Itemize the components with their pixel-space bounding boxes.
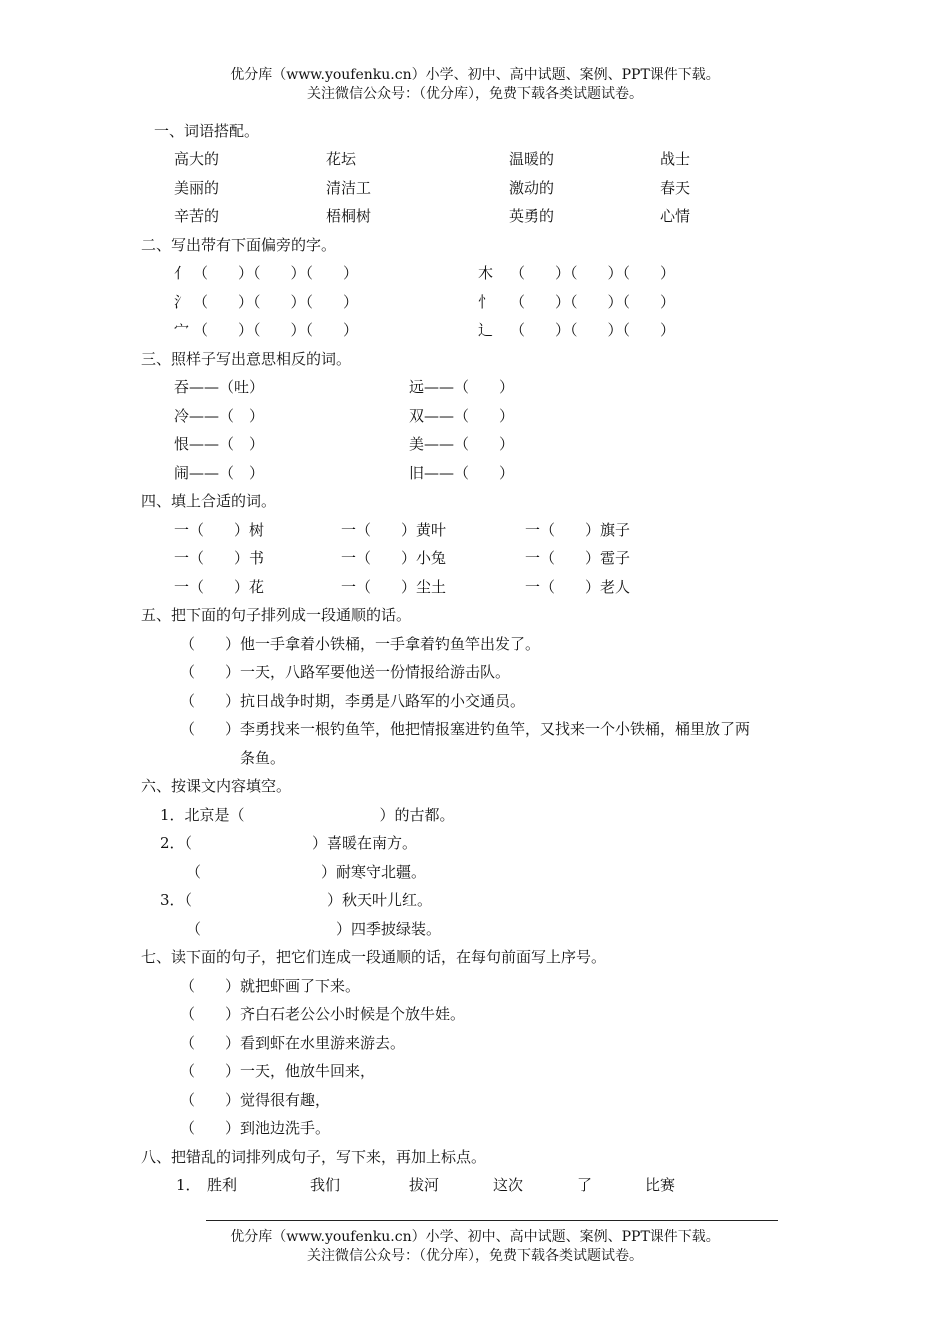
section-8-title: 八、把错乱的词排列成句子，写下来，再加上标点。 bbox=[141, 1148, 487, 1166]
page-header-line-2: 关注微信公众号：（优分库），免费下载各类试题试卷。 bbox=[307, 86, 643, 102]
s8-word: 我们 bbox=[310, 1176, 341, 1194]
s7-sentence[interactable]: （ ）就把虾画了下来。 bbox=[180, 977, 361, 995]
s7-sentence[interactable]: （ ）齐白石老公公小时候是个放牛娃。 bbox=[180, 1005, 466, 1023]
s6-fill-line[interactable]: （ ）四季披绿装。 bbox=[186, 920, 442, 938]
s4-blank[interactable]: 一（ ）花 bbox=[174, 578, 265, 596]
s7-sentence[interactable]: （ ）一天，他放牛回来， bbox=[180, 1062, 376, 1080]
s8-word: 胜利 bbox=[207, 1176, 238, 1194]
s7-sentence[interactable]: （ ）觉得很有趣， bbox=[180, 1091, 331, 1109]
s2-blanks[interactable]: （ ）（ ）（ ） bbox=[193, 293, 359, 311]
s7-sentence[interactable]: （ ）到池边洗手。 bbox=[180, 1119, 331, 1137]
s8-question-number: 1． bbox=[176, 1176, 201, 1194]
section-1-title: 一、词语搭配。 bbox=[154, 122, 260, 140]
s1-word: 美丽的 bbox=[174, 179, 220, 197]
s1-word: 春天 bbox=[660, 179, 691, 197]
s6-fill-line[interactable]: 3．（ ）秋天叶儿红。 bbox=[160, 891, 433, 909]
page-header-line-1: 优分库（www.youfenku.cn）小学、初中、高中试题、案例、PPT课件下载。 bbox=[230, 67, 720, 83]
s4-blank[interactable]: 一（ ）旗子 bbox=[525, 521, 631, 539]
s2-radical: 亻 bbox=[174, 264, 190, 282]
s3-antonym[interactable]: 美——（ ） bbox=[409, 435, 515, 453]
s3-antonym[interactable]: 远——（ ） bbox=[409, 378, 515, 396]
s1-word: 花坛 bbox=[326, 150, 357, 168]
s8-word: 拔河 bbox=[409, 1176, 440, 1194]
s1-word: 英勇的 bbox=[509, 207, 555, 225]
s6-fill-line[interactable]: 1．北京是（ ）的古都。 bbox=[160, 806, 455, 824]
s4-blank[interactable]: 一（ ）雹子 bbox=[525, 549, 631, 567]
s5-sentence[interactable]: （ ）抗日战争时期，李勇是八路军的小交通员。 bbox=[180, 692, 526, 710]
s3-antonym[interactable]: 双——（ ） bbox=[409, 407, 515, 425]
s1-word: 辛苦的 bbox=[174, 207, 220, 225]
section-5-title: 五、把下面的句子排列成一段通顺的话。 bbox=[141, 606, 412, 624]
s8-word: 了 bbox=[577, 1176, 593, 1194]
s5-sentence[interactable]: （ ）李勇找来一根钓鱼竿，他把情报塞进钓鱼竿，又找来一个小铁桶，桶里放了两 bbox=[180, 720, 751, 738]
s1-word: 清洁工 bbox=[326, 179, 372, 197]
s2-radical: 忄 bbox=[478, 293, 494, 311]
s4-blank[interactable]: 一（ ）书 bbox=[174, 549, 265, 567]
s2-radical: 氵 bbox=[174, 293, 190, 311]
s1-word: 激动的 bbox=[509, 179, 555, 197]
s2-radical: 木 bbox=[478, 264, 494, 282]
s1-word: 心情 bbox=[660, 207, 691, 225]
s1-word: 梧桐树 bbox=[326, 207, 372, 225]
s5-sentence-continuation: 条鱼。 bbox=[240, 749, 286, 767]
page-footer-line-2: 关注微信公众号：（优分库），免费下载各类试题试卷。 bbox=[307, 1248, 643, 1264]
section-7-title: 七、读下面的句子，把它们连成一段通顺的话，在每句前面写上序号。 bbox=[141, 948, 607, 966]
s4-blank[interactable]: 一（ ）黄叶 bbox=[341, 521, 447, 539]
s2-blanks[interactable]: （ ）（ ）（ ） bbox=[193, 264, 359, 282]
section-2-title: 二、写出带有下面偏旁的字。 bbox=[141, 236, 337, 254]
s4-blank[interactable]: 一（ ）小兔 bbox=[341, 549, 447, 567]
s7-sentence[interactable]: （ ）看到虾在水里游来游去。 bbox=[180, 1034, 406, 1052]
s3-antonym[interactable]: 旧——（ ） bbox=[409, 464, 515, 482]
s8-word: 这次 bbox=[493, 1176, 524, 1194]
s5-sentence[interactable]: （ ）他一手拿着小铁桶，一手拿着钓鱼竿出发了。 bbox=[180, 635, 541, 653]
s1-word: 高大的 bbox=[174, 150, 220, 168]
s1-word: 温暖的 bbox=[509, 150, 555, 168]
s8-word: 比赛 bbox=[645, 1176, 676, 1194]
s2-blanks[interactable]: （ ）（ ）（ ） bbox=[510, 293, 676, 311]
s2-radical: 辶 bbox=[478, 321, 494, 339]
s3-antonym[interactable]: 恨——（ ） bbox=[174, 435, 265, 453]
s3-antonym[interactable]: 冷——（ ） bbox=[174, 407, 265, 425]
footer-divider bbox=[206, 1220, 778, 1221]
s6-fill-line[interactable]: 2．（ ）喜暖在南方。 bbox=[160, 834, 418, 852]
s2-blanks[interactable]: （ ）（ ）（ ） bbox=[510, 321, 676, 339]
s3-antonym[interactable]: 吞——（吐） bbox=[174, 378, 265, 396]
section-4-title: 四、填上合适的词。 bbox=[141, 492, 277, 510]
s1-word: 战士 bbox=[660, 150, 691, 168]
s4-blank[interactable]: 一（ ）老人 bbox=[525, 578, 631, 596]
s2-radical: 宀 bbox=[174, 321, 190, 339]
page-footer-line-1: 优分库（www.youfenku.cn）小学、初中、高中试题、案例、PPT课件下载。 bbox=[230, 1229, 720, 1245]
s2-blanks[interactable]: （ ）（ ）（ ） bbox=[510, 264, 676, 282]
s4-blank[interactable]: 一（ ）尘土 bbox=[341, 578, 447, 596]
section-6-title: 六、按课文内容填空。 bbox=[141, 777, 292, 795]
s5-sentence[interactable]: （ ）一天，八路军要他送一份情报给游击队。 bbox=[180, 663, 511, 681]
section-3-title: 三、照样子写出意思相反的词。 bbox=[141, 350, 352, 368]
s4-blank[interactable]: 一（ ）树 bbox=[174, 521, 265, 539]
s3-antonym[interactable]: 闹——（ ） bbox=[174, 464, 265, 482]
s2-blanks[interactable]: （ ）（ ）（ ） bbox=[193, 321, 359, 339]
s6-fill-line[interactable]: （ ）耐寒守北疆。 bbox=[186, 863, 427, 881]
